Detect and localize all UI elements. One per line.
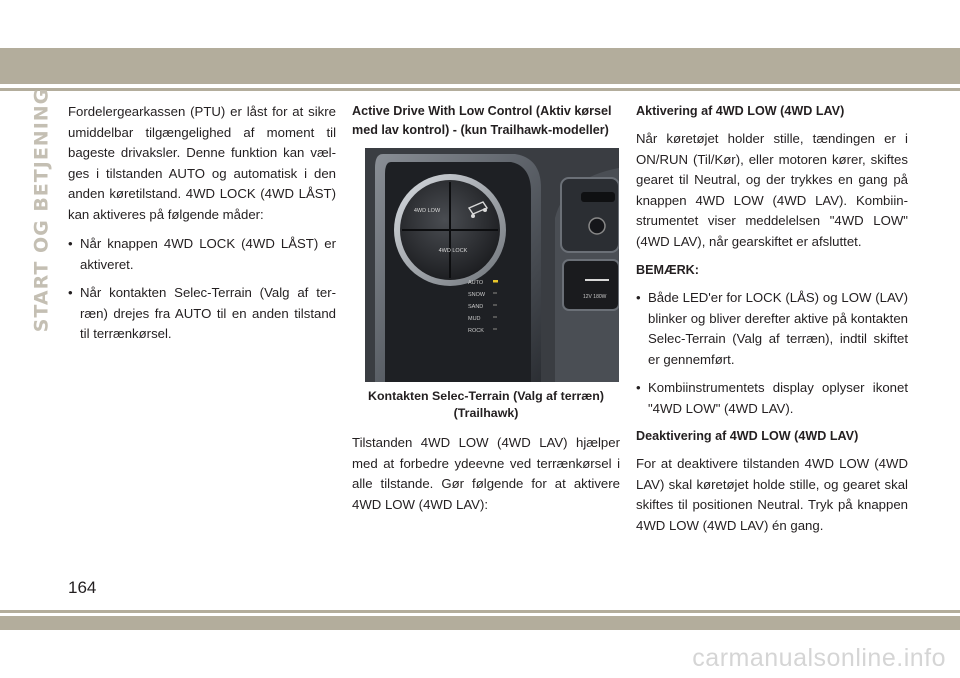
- column-3: [636, 102, 908, 545]
- page-number: 164: [68, 578, 97, 597]
- outlet-label: 12V 180W: [583, 294, 607, 300]
- mode-label: SAND: [468, 304, 484, 310]
- body-paragraph: Når køretøjet holder stille, tændingen er i ON/RUN (Til/Kør), eller motoren kører, skiftes gearet til Neutral, og der trykkes en gang på knappen 4WD LOW (4WD LAV). Kombiinstrumentet viser meddelelsen "4WD LOW" (4WD LAV), når gearskiftet er afsluttet.: [636, 131, 908, 249]
- section-heading-active-drive: Active Drive With Low Control (Aktiv kørsel med lav kontrol) - (kun Trailhawk-modeller): [352, 104, 612, 137]
- mode-label: SNOW: [468, 292, 486, 298]
- note-label: BEMÆRK:: [636, 263, 699, 277]
- mode-label: MUD: [468, 316, 481, 322]
- figure-caption: [352, 388, 620, 422]
- header-band: [0, 48, 960, 84]
- column-1: [68, 102, 336, 353]
- body-paragraph: Tilstanden 4WD LOW (4WD LAV) hjælper med at forbedre ydeevne ved terrænkørsel i alle tilstande. Gør følgende for at aktivere 4WD LOW (4WD LAV):: [352, 435, 620, 512]
- section-heading-deactivation: Deaktivering af 4WD LOW (4WD LAV): [636, 429, 859, 443]
- aux-port-icon: [589, 218, 605, 234]
- knob-label-4wd-lock: 4WD LOCK: [438, 248, 468, 254]
- bullet-item: • Når knappen 4WD LOCK (4WD LÅST) er aktiveret.: [68, 234, 336, 275]
- selec-terrain-switch-photo: [365, 148, 619, 382]
- mode-label: AUTO: [468, 280, 484, 286]
- column-2: [352, 102, 620, 524]
- watermark-text: carmanualsonline.info: [692, 644, 946, 672]
- bullet-item: • Kombiinstrumentets display oplyser ikonet "4WD LOW" (4WD LAV).: [636, 378, 908, 419]
- section-title-text: START OG BETJENING: [30, 87, 52, 333]
- intro-paragraph: Fordelergearkassen (PTU) er låst for at sikre umiddelbar tilgængelighed af moment til bageste drivaksler. Denne funktion kan vælges i tilstanden AUTO og automatisk i den anden køretilstand. 4WD LOCK (4WD LÅST) kan aktiveres på følgende måder:: [68, 104, 336, 222]
- caption-line-1: Kontakten Selec-Terrain (Valg af terræn): [368, 389, 604, 403]
- footer-rule: [0, 610, 960, 613]
- caption-line-2: (Trailhawk): [453, 406, 519, 420]
- bullet-item: • Både LED'er for LOCK (LÅS) og LOW (LAV) blinker og bliver derefter aktive på kontakten Selec-Terrain (Valg af terræn), indtil skiftet er gennemført.: [636, 288, 908, 370]
- body-paragraph: For at deaktivere tilstanden 4WD LOW (4WD LAV) skal køretøjet holde stille, og gearet skal skiftes til positionen Neutral. Tryk på knappen 4WD LOW (4WD LAV) én gang.: [636, 456, 908, 533]
- power-outlet: [563, 260, 619, 310]
- section-heading-activation: Aktivering af 4WD LOW (4WD LAV): [636, 104, 845, 118]
- section-title-vertical: [28, 87, 54, 333]
- bullet-item: • Når kontakten Selec-Terrain (Valg af terræn) drejes fra AUTO til en anden tilstand til terrænkørsel.: [68, 283, 336, 345]
- header-rule: [0, 88, 960, 91]
- footer-band: [0, 616, 960, 630]
- knob-label-4wd-low: 4WD LOW: [413, 208, 441, 214]
- usb-port-icon: [581, 192, 615, 202]
- mode-label: ROCK: [468, 328, 484, 334]
- auto-led: [493, 280, 498, 283]
